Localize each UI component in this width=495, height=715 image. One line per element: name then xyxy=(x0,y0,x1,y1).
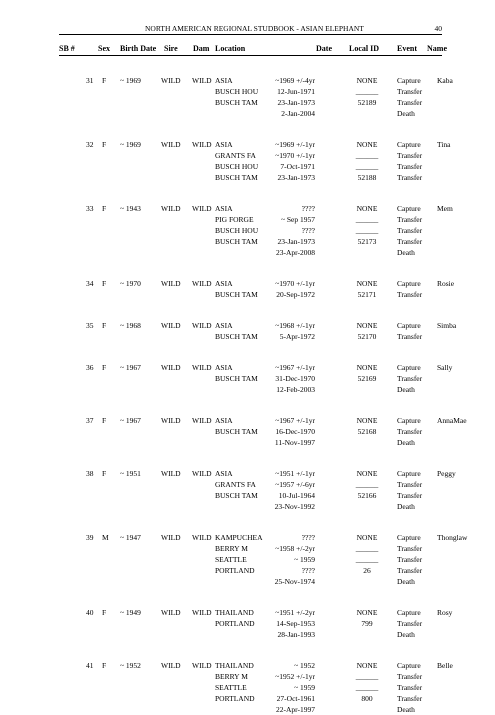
local-id: NONE xyxy=(356,608,378,617)
location: ASIA xyxy=(215,279,233,288)
location: BUSCH TAM xyxy=(215,173,258,182)
record-event-line xyxy=(0,362,495,373)
record-event-line xyxy=(0,278,495,289)
record-spacer xyxy=(0,119,495,139)
event-type: Capture xyxy=(397,279,421,288)
location: BUSCH TAM xyxy=(215,491,258,500)
local-id: ______ xyxy=(355,480,379,489)
dam: WILD xyxy=(192,533,212,542)
event-type: Capture xyxy=(397,76,421,85)
event-type: Transfer xyxy=(397,173,423,182)
studbook-record xyxy=(0,139,495,183)
sex: F xyxy=(102,279,107,288)
event-type: Death xyxy=(397,109,415,118)
record-event-line xyxy=(0,225,495,236)
record-event-line xyxy=(0,693,495,704)
event-date: 23-Jan-1973 xyxy=(277,237,315,246)
record-event-line xyxy=(0,565,495,576)
event-type: Transfer xyxy=(397,226,423,235)
record-event-line xyxy=(0,554,495,565)
birth-date: ~ 1970 xyxy=(120,279,141,288)
record-event-line xyxy=(0,682,495,693)
event-type: Capture xyxy=(397,533,421,542)
local-id: NONE xyxy=(356,363,378,372)
record-event-line xyxy=(0,576,495,587)
local-id: NONE xyxy=(356,76,378,85)
event-type: Transfer xyxy=(397,162,423,171)
location: BERRY M xyxy=(215,544,248,553)
event-type: Transfer xyxy=(397,98,423,107)
page-header xyxy=(59,22,442,35)
dam: WILD xyxy=(192,363,212,372)
sire: WILD xyxy=(161,321,181,330)
location: KAMPUCHEA xyxy=(215,533,263,542)
birth-date: ~ 1967 xyxy=(120,363,141,372)
dam: WILD xyxy=(192,469,212,478)
event-date: 22-Apr-1997 xyxy=(275,705,315,714)
dam: WILD xyxy=(192,416,212,425)
animal-name: Rosie xyxy=(437,279,455,288)
event-type: Death xyxy=(397,385,415,394)
location: SEATTLE xyxy=(215,555,247,564)
local-id: 52166 xyxy=(357,491,377,500)
animal-name: Rosy xyxy=(437,608,453,617)
record-event-line xyxy=(0,607,495,618)
sex: M xyxy=(102,533,109,542)
page-number: 40 xyxy=(434,24,442,33)
event-date: 23-Jan-1973 xyxy=(277,173,315,182)
record-spacer xyxy=(0,640,495,660)
record-event-line xyxy=(0,629,495,640)
event-date: 23-Jan-1973 xyxy=(277,98,315,107)
record-event-line xyxy=(0,660,495,671)
local-id: NONE xyxy=(356,416,378,425)
event-date: ~1958 +/-2yr xyxy=(275,544,315,553)
record-event-line xyxy=(0,479,495,490)
local-id: 799 xyxy=(361,619,373,628)
dam: WILD xyxy=(192,204,212,213)
dam: WILD xyxy=(192,608,212,617)
event-type: Transfer xyxy=(397,683,423,692)
local-id: ______ xyxy=(355,87,379,96)
event-date: ~ Sep 1957 xyxy=(280,215,315,224)
sb-number: 34 xyxy=(86,279,94,288)
event-date: ~1952 +/-1yr xyxy=(275,672,315,681)
event-type: Death xyxy=(397,438,415,447)
local-id: NONE xyxy=(356,204,378,213)
studbook-record xyxy=(0,607,495,640)
sex: F xyxy=(102,608,107,617)
event-type: Capture xyxy=(397,416,421,425)
record-event-line xyxy=(0,373,495,384)
event-date: 28-Jan-1993 xyxy=(277,630,315,639)
col-sire: Sire xyxy=(164,44,178,53)
studbook-record xyxy=(0,203,495,258)
location: ASIA xyxy=(215,204,233,213)
event-type: Transfer xyxy=(397,694,423,703)
animal-name: Sally xyxy=(437,363,453,372)
studbook-record xyxy=(0,415,495,448)
sex: F xyxy=(102,321,107,330)
record-event-line xyxy=(0,320,495,331)
sire: WILD xyxy=(161,416,181,425)
studbook-record xyxy=(0,75,495,119)
event-date: 16-Dec-1970 xyxy=(275,427,315,436)
event-type: Capture xyxy=(397,204,421,213)
local-id: ______ xyxy=(355,162,379,171)
event-type: Transfer xyxy=(397,151,423,160)
event-type: Transfer xyxy=(397,374,423,383)
event-date: 14-Sep-1953 xyxy=(276,619,315,628)
event-type: Transfer xyxy=(397,566,423,575)
location: GRANTS FA xyxy=(215,151,256,160)
event-type: Transfer xyxy=(397,290,423,299)
birth-date: ~ 1969 xyxy=(120,140,141,149)
local-id: 52171 xyxy=(357,290,377,299)
birth-date: ~ 1949 xyxy=(120,608,141,617)
sex: F xyxy=(102,469,107,478)
event-date: 12-Jun-1971 xyxy=(277,87,315,96)
local-id: 52170 xyxy=(357,332,377,341)
local-id: NONE xyxy=(356,533,378,542)
local-id: ______ xyxy=(355,672,379,681)
location: PORTLAND xyxy=(215,694,255,703)
event-date: ~1951 +/-2yr xyxy=(275,608,315,617)
event-type: Transfer xyxy=(397,544,423,553)
location: BUSCH TAM xyxy=(215,290,258,299)
location: BUSCH HOU xyxy=(215,87,259,96)
record-spacer xyxy=(0,448,495,468)
sire: WILD xyxy=(161,469,181,478)
record-event-line xyxy=(0,426,495,437)
column-headers xyxy=(59,43,447,56)
animal-name: Belle xyxy=(437,661,453,670)
event-type: Transfer xyxy=(397,237,423,246)
record-event-line xyxy=(0,704,495,715)
record-event-line xyxy=(0,150,495,161)
local-id: ______ xyxy=(355,683,379,692)
event-date: 23-Apr-2008 xyxy=(275,248,315,257)
local-id: 800 xyxy=(361,694,373,703)
sex: F xyxy=(102,416,107,425)
event-date: 7-Oct-1971 xyxy=(280,162,315,171)
birth-date: ~ 1947 xyxy=(120,533,141,542)
sex: F xyxy=(102,204,107,213)
location: PORTLAND xyxy=(215,566,255,575)
event-type: Capture xyxy=(397,469,421,478)
record-spacer xyxy=(0,258,495,278)
event-type: Capture xyxy=(397,140,421,149)
record-event-line xyxy=(0,501,495,512)
local-id: 52189 xyxy=(357,98,377,107)
record-spacer xyxy=(0,587,495,607)
col-date: Date xyxy=(316,44,332,53)
event-type: Death xyxy=(397,705,415,714)
sire: WILD xyxy=(161,661,181,670)
record-event-line xyxy=(0,161,495,172)
location: ASIA xyxy=(215,416,233,425)
sb-number: 38 xyxy=(86,469,94,478)
animal-name: Simba xyxy=(437,321,457,330)
sire: WILD xyxy=(161,204,181,213)
location: THAILAND xyxy=(215,661,254,670)
col-location: Location xyxy=(215,44,246,53)
local-id: NONE xyxy=(356,469,378,478)
location: PIG FORGE xyxy=(215,215,254,224)
record-event-line xyxy=(0,139,495,150)
animal-name: Kaba xyxy=(437,76,453,85)
studbook-record xyxy=(0,532,495,587)
event-type: Transfer xyxy=(397,427,423,436)
birth-date: ~ 1952 xyxy=(120,661,141,670)
record-event-line xyxy=(0,75,495,86)
event-date: ~1970 +/-1yr xyxy=(275,279,315,288)
col-sb: SB # xyxy=(59,44,75,53)
studbook-record xyxy=(0,468,495,512)
birth-date: ~ 1969 xyxy=(120,76,141,85)
col-sex: Sex xyxy=(98,44,110,53)
col-birth-date: Birth Date xyxy=(120,44,157,53)
event-date: 25-Nov-1974 xyxy=(274,577,315,586)
location: BERRY M xyxy=(215,672,248,681)
dam: WILD xyxy=(192,140,212,149)
record-event-line xyxy=(0,247,495,258)
location: BUSCH TAM xyxy=(215,374,258,383)
event-type: Transfer xyxy=(397,555,423,564)
location: ASIA xyxy=(215,469,233,478)
birth-date: ~ 1951 xyxy=(120,469,141,478)
sb-number: 32 xyxy=(86,140,94,149)
local-id: ______ xyxy=(355,151,379,160)
location: BUSCH TAM xyxy=(215,427,258,436)
animal-name: AnnaMae xyxy=(437,416,467,425)
animal-name: Mem xyxy=(437,204,453,213)
event-date: ~1969 +/-4yr xyxy=(275,76,315,85)
studbook-records xyxy=(0,75,495,715)
record-event-line xyxy=(0,384,495,395)
local-id: 52173 xyxy=(357,237,377,246)
sb-number: 31 xyxy=(86,76,94,85)
local-id: NONE xyxy=(356,140,378,149)
event-type: Transfer xyxy=(397,480,423,489)
studbook-record xyxy=(0,660,495,715)
event-type: Death xyxy=(397,630,415,639)
location: SEATTLE xyxy=(215,683,247,692)
event-date: 20-Sep-1972 xyxy=(276,290,315,299)
event-date: 12-Feb-2003 xyxy=(276,385,315,394)
event-date: ???? xyxy=(301,533,315,542)
event-date: ~ 1959 xyxy=(294,683,315,692)
event-date: 27-Oct-1961 xyxy=(276,694,315,703)
location: ASIA xyxy=(215,140,233,149)
event-type: Death xyxy=(397,248,415,257)
event-type: Death xyxy=(397,502,415,511)
document-title: NORTH AMERICAN REGIONAL STUDBOOK - ASIAN ELEPHANT xyxy=(145,24,364,33)
record-spacer xyxy=(0,342,495,362)
event-date: ~1969 +/-1yr xyxy=(275,140,315,149)
col-event: Event xyxy=(397,44,417,53)
sire: WILD xyxy=(161,76,181,85)
col-local-id: Local ID xyxy=(349,44,379,53)
location: THAILAND xyxy=(215,608,254,617)
record-event-line xyxy=(0,331,495,342)
sex: F xyxy=(102,661,107,670)
animal-name: Tina xyxy=(437,140,451,149)
record-event-line xyxy=(0,203,495,214)
event-date: 23-Nov-1992 xyxy=(274,502,315,511)
studbook-record xyxy=(0,320,495,342)
event-date: ~1970 +/-1yr xyxy=(275,151,315,160)
dam: WILD xyxy=(192,76,212,85)
studbook-record xyxy=(0,362,495,395)
record-event-line xyxy=(0,86,495,97)
event-date: ~ 1952 xyxy=(294,661,315,670)
local-id: NONE xyxy=(356,321,378,330)
local-id: ______ xyxy=(355,555,379,564)
sex: F xyxy=(102,363,107,372)
event-type: Capture xyxy=(397,661,421,670)
local-id: NONE xyxy=(356,279,378,288)
birth-date: ~ 1968 xyxy=(120,321,141,330)
record-event-line xyxy=(0,415,495,426)
record-event-line xyxy=(0,618,495,629)
event-date: ~1967 +/-1yr xyxy=(275,416,315,425)
record-event-line xyxy=(0,532,495,543)
event-type: Transfer xyxy=(397,87,423,96)
location: BUSCH TAM xyxy=(215,332,258,341)
event-date: ???? xyxy=(301,566,315,575)
local-id: 26 xyxy=(363,566,371,575)
location: BUSCH TAM xyxy=(215,237,258,246)
location: ASIA xyxy=(215,363,233,372)
event-date: ~1967 +/-1yr xyxy=(275,363,315,372)
sire: WILD xyxy=(161,140,181,149)
event-date: ???? xyxy=(301,226,315,235)
sex: F xyxy=(102,76,107,85)
record-event-line xyxy=(0,490,495,501)
location: BUSCH TAM xyxy=(215,98,258,107)
location: GRANTS FA xyxy=(215,480,256,489)
event-date: 11-Nov-1997 xyxy=(274,438,315,447)
event-date: ~ 1959 xyxy=(294,555,315,564)
event-type: Transfer xyxy=(397,672,423,681)
sb-number: 41 xyxy=(86,661,94,670)
event-type: Capture xyxy=(397,608,421,617)
event-date: 5-Apr-1972 xyxy=(279,332,315,341)
dam: WILD xyxy=(192,321,212,330)
location: PORTLAND xyxy=(215,619,255,628)
event-type: Transfer xyxy=(397,491,423,500)
event-type: Capture xyxy=(397,321,421,330)
record-event-line xyxy=(0,108,495,119)
sb-number: 37 xyxy=(86,416,94,425)
sire: WILD xyxy=(161,533,181,542)
studbook-record xyxy=(0,278,495,300)
sb-number: 40 xyxy=(86,608,94,617)
sb-number: 39 xyxy=(86,533,94,542)
sire: WILD xyxy=(161,608,181,617)
animal-name: Peggy xyxy=(437,469,456,478)
record-spacer xyxy=(0,512,495,532)
record-event-line xyxy=(0,214,495,225)
local-id: ______ xyxy=(355,226,379,235)
location: BUSCH HOU xyxy=(215,226,259,235)
sb-number: 33 xyxy=(86,204,94,213)
birth-date: ~ 1967 xyxy=(120,416,141,425)
event-type: Death xyxy=(397,577,415,586)
sire: WILD xyxy=(161,363,181,372)
event-type: Transfer xyxy=(397,332,423,341)
record-event-line xyxy=(0,97,495,108)
local-id: ______ xyxy=(355,215,379,224)
event-date: 2-Jan-2004 xyxy=(281,109,315,118)
location: BUSCH HOU xyxy=(215,162,259,171)
location: ASIA xyxy=(215,76,233,85)
col-name: Name xyxy=(427,44,447,53)
animal-name: Thonglaw xyxy=(437,533,468,542)
record-spacer xyxy=(0,300,495,320)
event-date: ~1951 +/-1yr xyxy=(275,469,315,478)
sb-number: 35 xyxy=(86,321,94,330)
local-id: NONE xyxy=(356,661,378,670)
event-date: 10-Jul-1964 xyxy=(278,491,315,500)
record-event-line xyxy=(0,172,495,183)
record-event-line xyxy=(0,437,495,448)
event-date: ~1957 +/-6yr xyxy=(275,480,315,489)
record-event-line xyxy=(0,543,495,554)
local-id: 52169 xyxy=(357,374,377,383)
event-date: ???? xyxy=(301,204,315,213)
dam: WILD xyxy=(192,279,212,288)
event-type: Transfer xyxy=(397,619,423,628)
event-date: ~1968 +/-1yr xyxy=(275,321,315,330)
record-event-line xyxy=(0,289,495,300)
event-date: 31-Dec-1970 xyxy=(275,374,315,383)
dam: WILD xyxy=(192,661,212,670)
sire: WILD xyxy=(161,279,181,288)
local-id: 52168 xyxy=(357,427,377,436)
location: ASIA xyxy=(215,321,233,330)
sex: F xyxy=(102,140,107,149)
record-spacer xyxy=(0,395,495,415)
local-id: ______ xyxy=(355,544,379,553)
col-dam: Dam xyxy=(193,44,210,53)
sb-number: 36 xyxy=(86,363,94,372)
record-event-line xyxy=(0,236,495,247)
local-id: 52188 xyxy=(357,173,377,182)
record-event-line xyxy=(0,468,495,479)
record-event-line xyxy=(0,671,495,682)
record-spacer xyxy=(0,183,495,203)
birth-date: ~ 1943 xyxy=(120,204,141,213)
event-type: Transfer xyxy=(397,215,423,224)
event-type: Capture xyxy=(397,363,421,372)
